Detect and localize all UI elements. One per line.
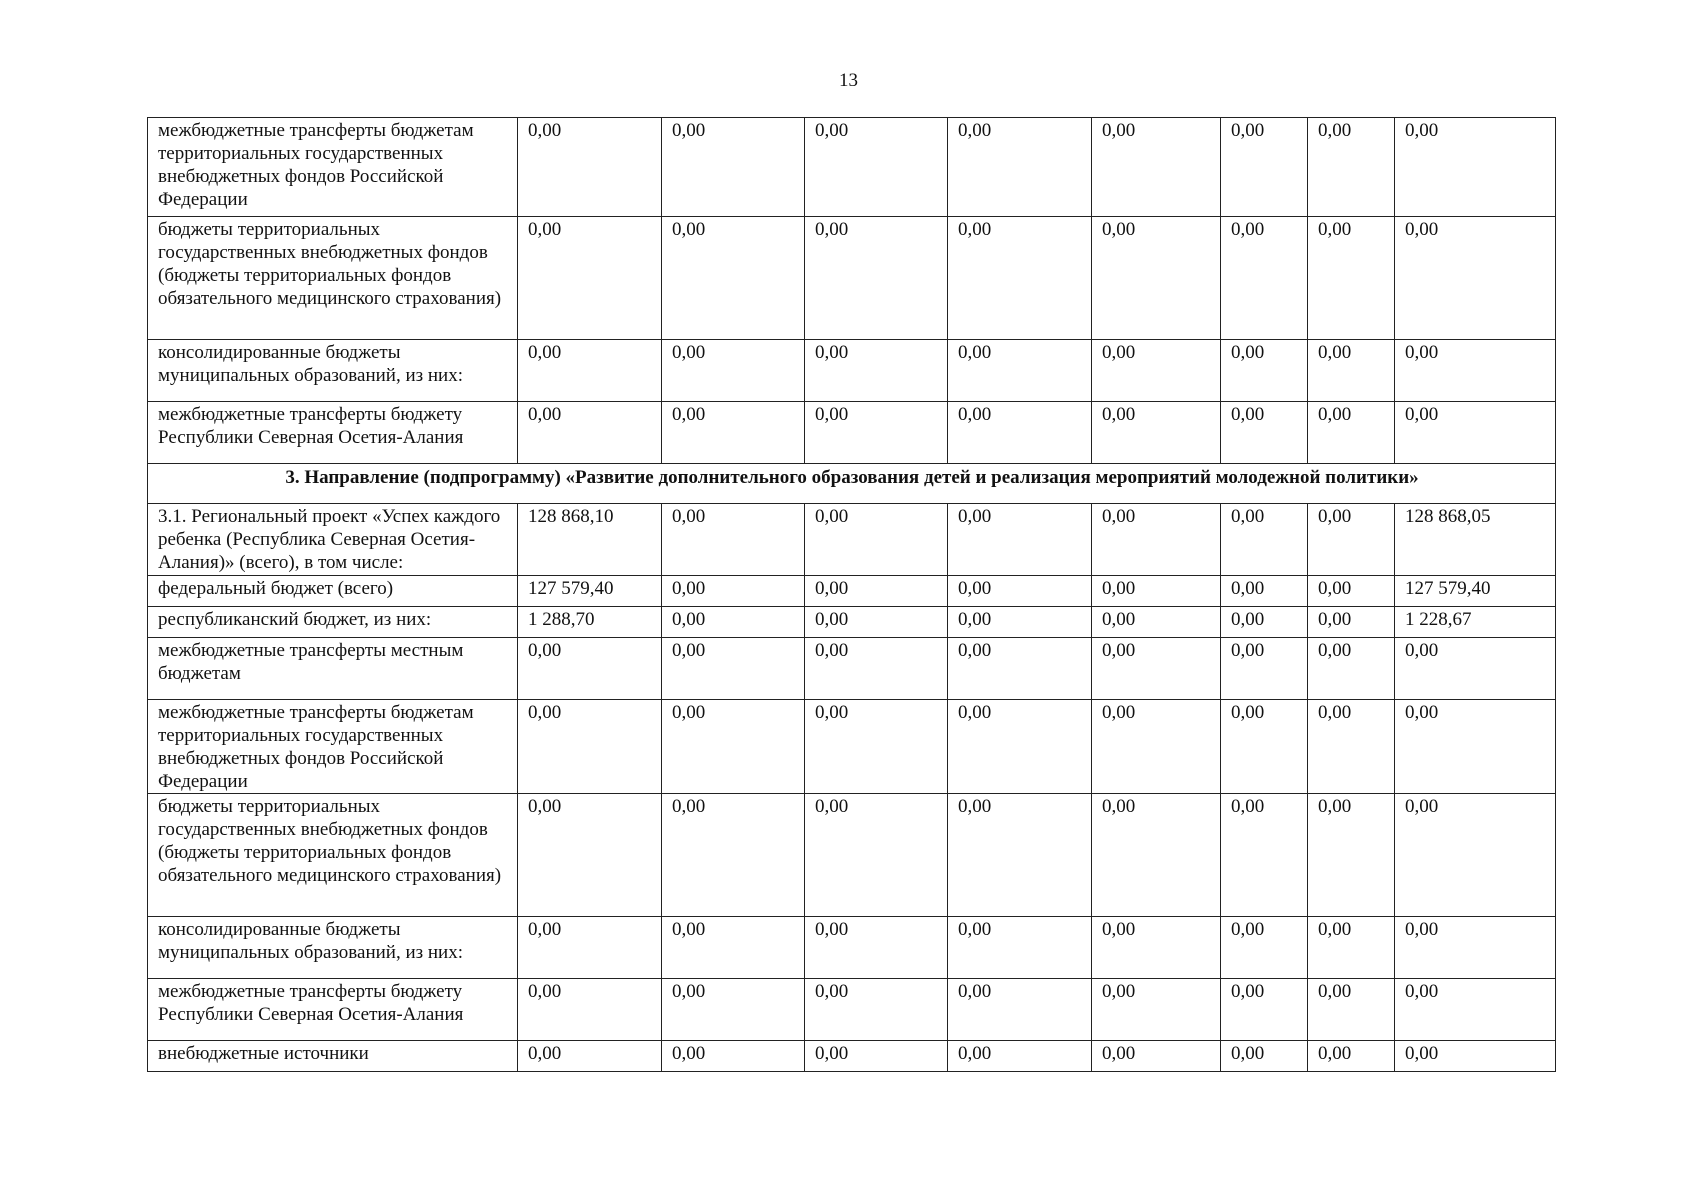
section-row — [148, 464, 1556, 504]
value-cell: 0,00 — [1395, 700, 1556, 794]
table-row — [148, 979, 1556, 1041]
value-cell: 127 579,40 — [1395, 576, 1556, 607]
value-cell: 0,00 — [1308, 217, 1395, 340]
value-cell: 0,00 — [948, 340, 1092, 402]
value-cell: 0,00 — [1092, 979, 1221, 1041]
value-cell: 0,00 — [1308, 638, 1395, 700]
value-cell: 0,00 — [1308, 118, 1395, 217]
value-cell: 0,00 — [948, 217, 1092, 340]
value-cell: 0,00 — [805, 917, 948, 979]
value-cell: 0,00 — [1092, 402, 1221, 464]
value-cell: 0,00 — [1308, 1041, 1395, 1072]
value-cell: 0,00 — [662, 118, 805, 217]
table-row — [148, 402, 1556, 464]
value-cell: 128 868,05 — [1395, 504, 1556, 576]
value-cell: 1 288,70 — [518, 607, 662, 638]
value-cell: 0,00 — [805, 607, 948, 638]
value-cell: 0,00 — [1308, 402, 1395, 464]
value-cell: 127 579,40 — [518, 576, 662, 607]
value-cell: 0,00 — [948, 638, 1092, 700]
value-cell: 0,00 — [518, 1041, 662, 1072]
value-cell: 0,00 — [1221, 504, 1308, 576]
value-cell: 0,00 — [805, 402, 948, 464]
value-cell: 0,00 — [1308, 979, 1395, 1041]
value-cell: 0,00 — [518, 118, 662, 217]
table-row — [148, 217, 1556, 340]
value-cell: 0,00 — [1395, 118, 1556, 217]
row-label: бюджеты территориальных государственных внебюджетных фондов (бюджеты территориальных фондов обязательного медицинского страхования) — [148, 217, 518, 340]
value-cell: 0,00 — [518, 638, 662, 700]
value-cell: 0,00 — [948, 504, 1092, 576]
value-cell: 0,00 — [518, 917, 662, 979]
row-label: федеральный бюджет (всего) — [148, 576, 518, 607]
value-cell: 0,00 — [1221, 794, 1308, 917]
value-cell: 0,00 — [1092, 638, 1221, 700]
value-cell: 0,00 — [948, 402, 1092, 464]
value-cell: 0,00 — [948, 576, 1092, 607]
value-cell: 0,00 — [518, 979, 662, 1041]
value-cell: 0,00 — [1221, 638, 1308, 700]
value-cell: 0,00 — [805, 340, 948, 402]
value-cell: 0,00 — [1308, 576, 1395, 607]
value-cell: 0,00 — [1221, 576, 1308, 607]
value-cell: 0,00 — [1308, 504, 1395, 576]
value-cell: 0,00 — [1395, 340, 1556, 402]
value-cell: 1 228,67 — [1395, 607, 1556, 638]
value-cell: 0,00 — [1395, 217, 1556, 340]
row-label: межбюджетные трансферты местным бюджетам — [148, 638, 518, 700]
value-cell: 0,00 — [662, 917, 805, 979]
table-body — [148, 118, 1556, 1072]
value-cell: 0,00 — [518, 340, 662, 402]
value-cell: 0,00 — [805, 638, 948, 700]
value-cell: 0,00 — [805, 1041, 948, 1072]
value-cell: 0,00 — [1308, 917, 1395, 979]
value-cell: 0,00 — [1221, 402, 1308, 464]
value-cell: 0,00 — [662, 700, 805, 794]
table-row — [148, 700, 1556, 794]
value-cell: 0,00 — [1221, 217, 1308, 340]
value-cell: 0,00 — [1221, 1041, 1308, 1072]
row-label: межбюджетные трансферты бюджету Республики Северная Осетия-Алания — [148, 979, 518, 1041]
value-cell: 0,00 — [662, 576, 805, 607]
value-cell: 0,00 — [1221, 340, 1308, 402]
value-cell: 0,00 — [662, 504, 805, 576]
table-row — [148, 118, 1556, 217]
value-cell: 0,00 — [1308, 607, 1395, 638]
value-cell: 0,00 — [662, 217, 805, 340]
value-cell: 0,00 — [1092, 576, 1221, 607]
row-label: межбюджетные трансферты бюджету Республики Северная Осетия-Алания — [148, 402, 518, 464]
value-cell: 0,00 — [662, 607, 805, 638]
value-cell: 0,00 — [1395, 638, 1556, 700]
page-number: 13 — [839, 70, 858, 91]
value-cell: 0,00 — [662, 979, 805, 1041]
value-cell: 0,00 — [1092, 1041, 1221, 1072]
table-row — [148, 638, 1556, 700]
row-label: внебюджетные источники — [148, 1041, 518, 1072]
value-cell: 0,00 — [1092, 700, 1221, 794]
row-label: межбюджетные трансферты бюджетам территориальных государственных внебюджетных фондов Российской Федерации — [148, 700, 518, 794]
value-cell: 0,00 — [1221, 979, 1308, 1041]
value-cell: 0,00 — [1092, 340, 1221, 402]
row-label: республиканский бюджет, из них: — [148, 607, 518, 638]
value-cell: 0,00 — [948, 794, 1092, 917]
row-label: консолидированные бюджеты муниципальных образований, из них: — [148, 917, 518, 979]
value-cell: 0,00 — [662, 638, 805, 700]
value-cell: 0,00 — [662, 1041, 805, 1072]
table-row — [148, 576, 1556, 607]
table-row — [148, 794, 1556, 917]
row-label: консолидированные бюджеты муниципальных образований, из них: — [148, 340, 518, 402]
value-cell: 0,00 — [1395, 402, 1556, 464]
row-label: межбюджетные трансферты бюджетам территориальных государственных внебюджетных фондов Российской Федерации — [148, 118, 518, 217]
value-cell: 0,00 — [948, 917, 1092, 979]
value-cell: 0,00 — [662, 402, 805, 464]
table-row — [148, 917, 1556, 979]
value-cell: 0,00 — [1395, 794, 1556, 917]
value-cell: 0,00 — [1092, 794, 1221, 917]
table-row — [148, 504, 1556, 576]
value-cell: 0,00 — [1221, 607, 1308, 638]
value-cell: 0,00 — [662, 794, 805, 917]
value-cell: 0,00 — [1092, 917, 1221, 979]
section-heading: 3. Направление (подпрограмму) «Развитие дополнительного образования детей и реализация мероприятий молодежной политики» — [148, 464, 1556, 504]
value-cell: 0,00 — [1092, 118, 1221, 217]
value-cell: 0,00 — [1221, 917, 1308, 979]
value-cell: 0,00 — [948, 607, 1092, 638]
value-cell: 0,00 — [662, 340, 805, 402]
row-label: бюджеты территориальных государственных внебюджетных фондов (бюджеты территориальных фондов обязательного медицинского страхования) — [148, 794, 518, 917]
value-cell: 128 868,10 — [518, 504, 662, 576]
value-cell: 0,00 — [518, 217, 662, 340]
value-cell: 0,00 — [805, 217, 948, 340]
value-cell: 0,00 — [1092, 217, 1221, 340]
value-cell: 0,00 — [948, 700, 1092, 794]
value-cell: 0,00 — [1395, 1041, 1556, 1072]
value-cell: 0,00 — [1395, 979, 1556, 1041]
row-label: 3.1. Региональный проект «Успех каждого ребенка (Республика Северная Осетия-Алания)» (всего), в том числе: — [148, 504, 518, 576]
value-cell: 0,00 — [518, 402, 662, 464]
value-cell: 0,00 — [805, 504, 948, 576]
value-cell: 0,00 — [948, 979, 1092, 1041]
value-cell: 0,00 — [948, 1041, 1092, 1072]
budget-table — [147, 117, 1556, 1072]
table-row — [148, 607, 1556, 638]
table-row — [148, 340, 1556, 402]
value-cell: 0,00 — [1308, 794, 1395, 917]
value-cell: 0,00 — [1221, 118, 1308, 217]
value-cell: 0,00 — [1221, 700, 1308, 794]
value-cell: 0,00 — [1092, 607, 1221, 638]
value-cell: 0,00 — [948, 118, 1092, 217]
value-cell: 0,00 — [805, 118, 948, 217]
value-cell: 0,00 — [518, 700, 662, 794]
value-cell: 0,00 — [805, 979, 948, 1041]
value-cell: 0,00 — [805, 700, 948, 794]
value-cell: 0,00 — [518, 794, 662, 917]
value-cell: 0,00 — [1308, 700, 1395, 794]
value-cell: 0,00 — [1395, 917, 1556, 979]
value-cell: 0,00 — [1092, 504, 1221, 576]
value-cell: 0,00 — [1308, 340, 1395, 402]
value-cell: 0,00 — [805, 794, 948, 917]
value-cell: 0,00 — [805, 576, 948, 607]
table-row — [148, 1041, 1556, 1072]
